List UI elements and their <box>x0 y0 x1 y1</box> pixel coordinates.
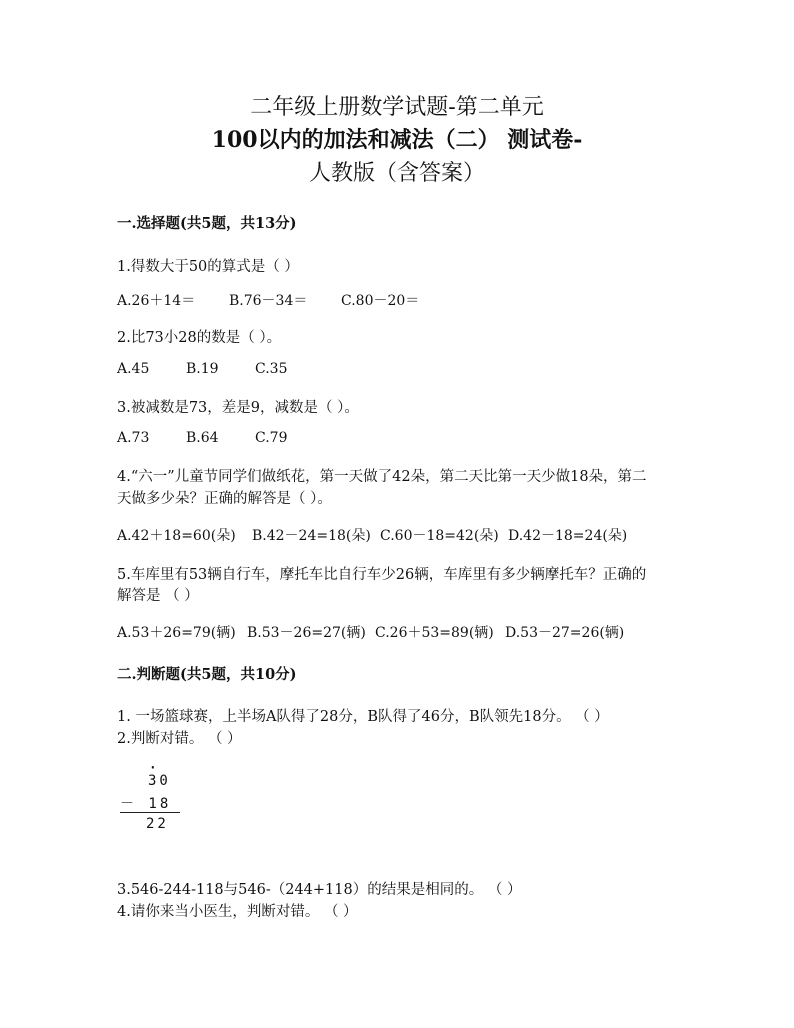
s1-q4-option-b: B.42－24=18(朵) <box>252 528 371 544</box>
s1-q4-option-a: A.42＋18=60(朵) <box>117 528 236 544</box>
title-line-3: 人教版（含答案） <box>308 161 485 186</box>
s1-question-2: 2.比73小28的数是（ ）。 <box>117 330 282 346</box>
subtrahend: － 18 <box>120 796 172 812</box>
vertical-subtraction <box>120 760 190 840</box>
title-line-1: 二年级上册数学试题-第二单元 <box>250 95 544 120</box>
s2-question-3: 3.546-244-118与546-（244+118）的结果是相同的。 （ ） <box>117 882 522 898</box>
s1-question-5-line-1: 5.车库里有53辆自行车，摩托车比自行车少26辆，车库里有多少辆摩托车？正确的 <box>117 567 647 583</box>
s1-q3-options <box>117 430 287 446</box>
s1-q4-option-c: C.60－18=42(朵) <box>380 528 499 544</box>
s1-q2-options <box>117 361 287 377</box>
s1-q4-options <box>117 525 627 545</box>
s1-q4-option-d: D.42－18=24(朵) <box>508 528 628 544</box>
s1-q1-option-c: C.80－20＝ <box>341 293 420 309</box>
s1-q3-option-c: C.79 <box>255 430 288 446</box>
minuend: 30 <box>148 773 171 789</box>
s1-q5-option-d: D.53－27=26(辆) <box>505 625 625 641</box>
s1-q2-option-c: C.35 <box>255 361 288 377</box>
difference: 22 <box>146 816 169 832</box>
s1-question-3: 3.被减数是73，差是9，减数是（ ）。 <box>117 400 359 416</box>
s1-q1-option-b: B.76－34＝ <box>229 293 308 309</box>
s1-q2-option-b: B.19 <box>186 361 219 377</box>
s1-q1-options <box>117 290 419 310</box>
s1-q3-option-b: B.64 <box>186 430 219 446</box>
s2-question-2: 2.判断对错。 （ ） <box>117 731 242 747</box>
title-line-2: 100以内的加法和减法（二） 测试卷- <box>211 127 583 153</box>
s1-q1-option-a: A.26＋14＝ <box>117 293 196 309</box>
s1-question-5-line-2: 解答是 （ ） <box>117 588 199 604</box>
s2-question-1: 1. 一场篮球赛，上半场A队得了28分，B队得了46分，B队领先18分。 （ ） <box>117 709 609 725</box>
s1-q3-option-a: A.73 <box>117 430 150 446</box>
result-line <box>120 812 180 813</box>
s1-question-4-line-2: 天做多少朵？正确的解答是（ ）。 <box>117 491 332 507</box>
s1-question-1: 1.得数大于50的算式是（ ） <box>117 259 299 275</box>
s2-question-4: 4.请你来当小医生，判断对错。 （ ） <box>117 904 358 920</box>
borrow-dot: · <box>148 758 158 777</box>
section2-heading: 二.判断题(共5题，共10分) <box>117 666 297 683</box>
s1-q5-option-b: B.53－26=27(辆) <box>247 625 366 641</box>
s1-q5-option-c: C.26＋53=89(辆) <box>375 625 494 641</box>
s1-question-4-line-1: 4.“六一”儿童节同学们做纸花，第一天做了42朵，第二天比第一天少做18朵，第二 <box>117 469 647 485</box>
s1-q5-option-a: A.53＋26=79(辆) <box>117 625 236 641</box>
section1-heading: 一.选择题(共5题，共13分) <box>117 215 297 232</box>
s1-q5-options <box>117 622 624 642</box>
s1-q2-option-a: A.45 <box>117 361 150 377</box>
